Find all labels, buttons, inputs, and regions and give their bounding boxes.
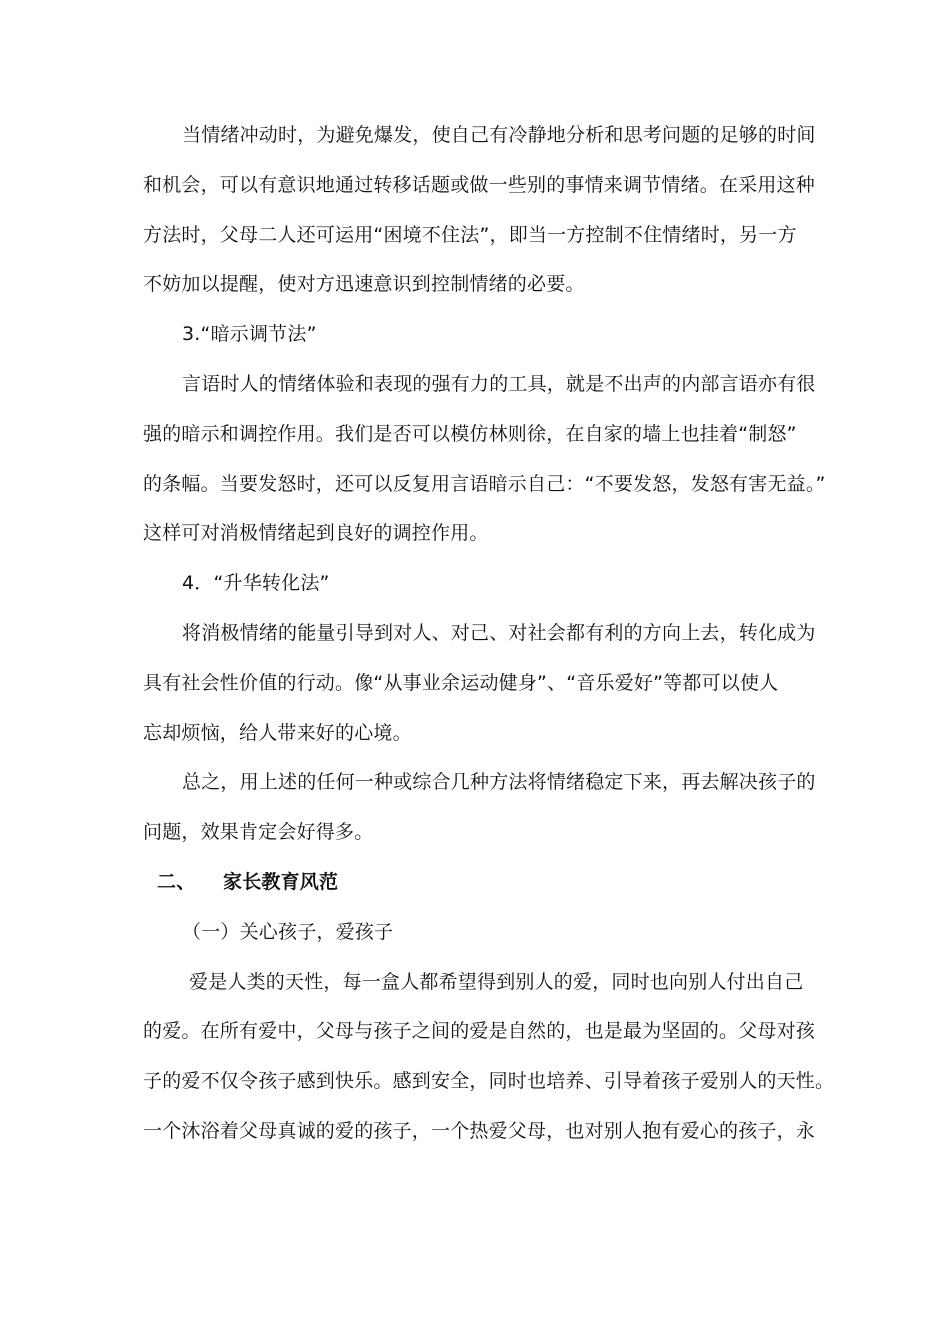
subsection-heading: 3.“暗示调节法” — [182, 323, 317, 346]
paragraph-line: 具有社会性价值的行动。像“从事业余运动健身”、“音乐爱好”等都可以使人 — [143, 671, 779, 694]
body-text — [143, 111, 835, 1157]
paragraph-line: 一个沐浴着父母真诚的爱的孩子，一个热爱父母，也对别人抱有爱心的孩子，永 — [143, 1119, 816, 1142]
subsection-heading: 4．“升华转化法” — [182, 572, 330, 595]
paragraph-line: 和机会，可以有意识地通过转移话题或做一些别的事情来调节情绪。在采用这种 — [143, 173, 816, 196]
paragraph-line: 子的爱不仅令孩子感到快乐。感到安全，同时也培养、引导着孩子爱别人的天性。 — [143, 1070, 835, 1093]
paragraph-line: 不妨加以提醒，使对方迅速意识到控制情绪的必要。 — [143, 273, 585, 296]
section-heading — [143, 858, 810, 908]
paragraph-line: 总之，用上述的任何一种或综合几种方法将情绪稳定下来，再去解决孩子的 — [182, 771, 816, 794]
paragraph-line: 忘却烦恼，给人带来好的心境。 — [143, 721, 412, 744]
paragraph-line: 爱是人类的天性，每一盒人都希望得到别人的爱，同时也向别人付出自己 — [189, 970, 804, 993]
subsection-heading: （一）关心孩子，爱孩子 — [182, 920, 394, 943]
paragraph-line: 言语时人的情绪体验和表现的强有力的工具，就是不出声的内部言语亦有很 — [182, 372, 816, 395]
paragraph-line: 的爱。在所有爱中，父母与孩子之间的爱是自然的，也是最为坚固的。父母对孩 — [143, 1020, 816, 1043]
paragraph-line: 这样可对消极情绪起到良好的调控作用。 — [143, 522, 489, 545]
paragraph-line: 强的暗示和调控作用。我们是否可以模仿林则徐，在自家的墙上也挂着“制怒” — [143, 422, 797, 445]
paragraph-line: 方法时，父母二人还可运用“困境不住法”，即当一方控制不住情绪时，另一方 — [143, 223, 797, 246]
paragraph-line: 问题，效果肯定会好得多。 — [143, 821, 374, 844]
paragraph-line: 将消极情绪的能量引导到对人、对己、对社会都有利的方向上去，转化成为 — [182, 621, 816, 644]
section-number: 二、 — [157, 870, 196, 893]
paragraph-line: 当情绪冲动时，为避免爆发，使自己有冷静地分析和思考问题的足够的时间 — [182, 124, 816, 146]
paragraph-line: 的条幅。当要发怒时，还可以反复用言语暗示自己：“不要发怒，发怒有害无益。” — [143, 472, 826, 495]
section-title: 家长教育风范 — [223, 870, 339, 893]
